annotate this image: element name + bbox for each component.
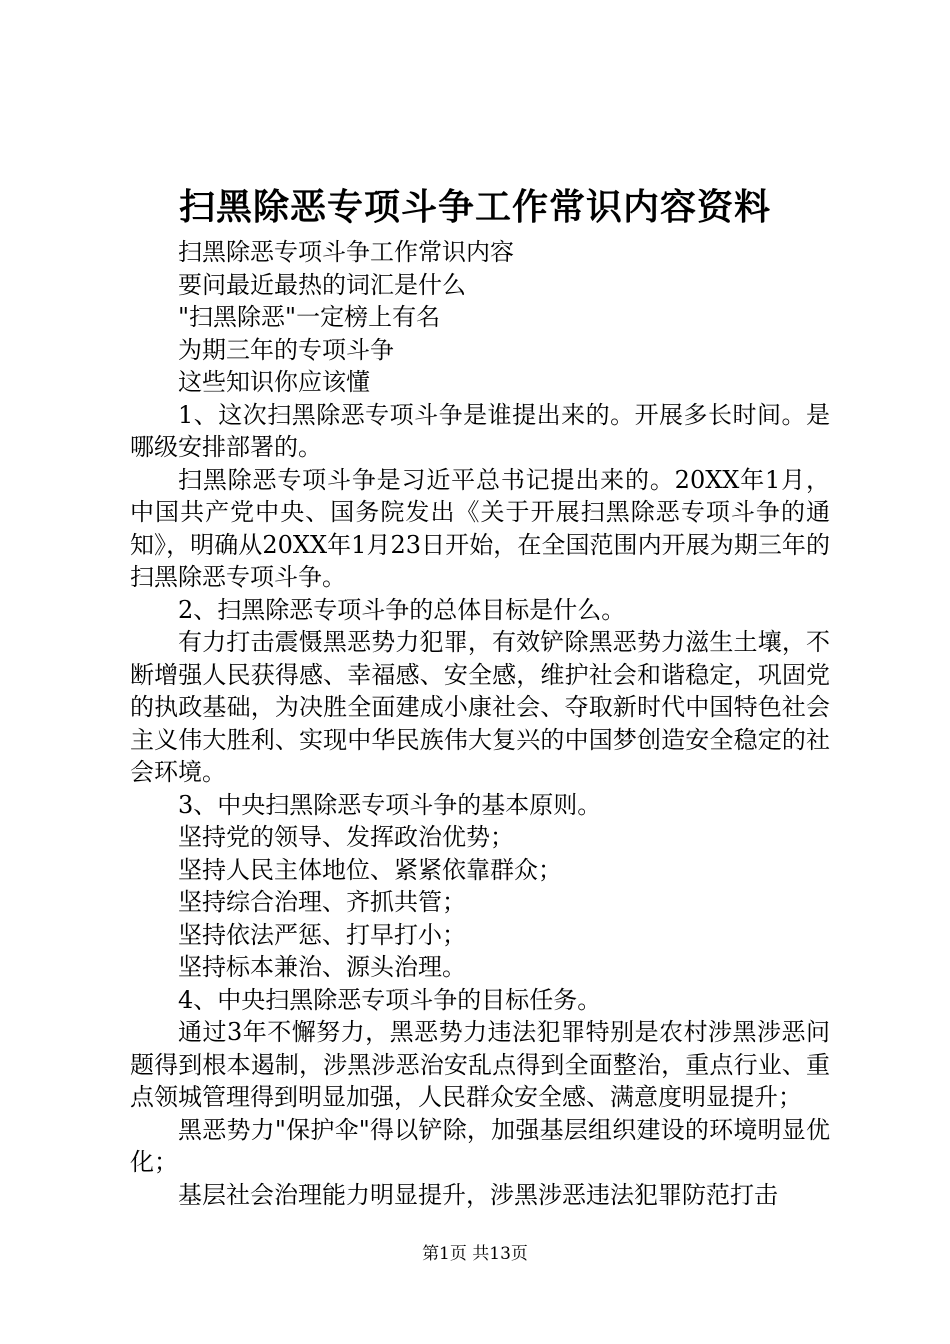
paragraph: 这些知识你应该懂	[178, 368, 370, 396]
paragraph: 3、中央扫黑除恶专项斗争的基本原则。	[178, 790, 602, 819]
paragraph: 1、这次扫黑除恶专项斗争是谁提出来的。开展多长时间。是哪级安排部署的。	[130, 400, 830, 461]
document-body	[130, 236, 830, 1211]
paragraph: 坚持标本兼治、源头治理。	[178, 953, 466, 981]
paragraph: 扫黑除恶专项斗争是习近平总书记提出来的。20XX年1月，中国共产党中央、国务院发出《关于开展扫黑除恶专项斗争的通知》，明确从20XX年1月23日开始，在全国范围内开展为期三年的扫黑除恶专项斗争。	[130, 465, 830, 591]
paragraph: 黑恶势力"保护伞"得以铲除，加强基层组织建设的环境明显优化；	[130, 1115, 830, 1176]
paragraph: 坚持党的领导、发挥政治优势；	[178, 823, 514, 851]
document-title: 扫黑除恶专项斗争工作常识内容资料	[178, 186, 771, 228]
paragraph: 要问最近最热的词汇是什么	[178, 270, 466, 299]
paragraph: 基层社会治理能力明显提升，涉黑涉恶违法犯罪防范打击	[178, 1180, 778, 1209]
paragraph: 为期三年的专项斗争	[178, 335, 394, 364]
paragraph: 通过3年不懈努力，黑恶势力违法犯罪特别是农村涉黑涉恶问题得到根本遏制，涉黑涉恶治安乱点得到全面整治，重点行业、重点领城管理得到明显加强，人民群众安全感、满意度明显提升；	[130, 1018, 830, 1111]
paragraph: 4、中央扫黑除恶专项斗争的目标任务。	[178, 985, 602, 1014]
paragraph: 扫黑除恶专项斗争工作常识内容	[178, 238, 514, 266]
paragraph: 坚持综合治理、齐抓共管；	[178, 888, 466, 916]
paragraph: "扫黑除恶"一定榜上有名	[178, 303, 441, 331]
paragraph: 坚持人民主体地位、紧紧依靠群众；	[178, 855, 562, 884]
paragraph: 坚持依法严惩、打早打小；	[178, 920, 466, 949]
paragraph: 有力打击震慑黑恶势力犯罪，有效铲除黑恶势力滋生土壤，不断增强人民获得感、幸福感、安全感，维护社会和谐稳定，巩固党的执政基础，为决胜全面建成小康社会、夺取新时代中国特色社会主义伟大胜利、实现中华民族伟大复兴的中国梦创造安全稳定的社会环境。	[130, 628, 830, 786]
page-footer: 第1页 共13页	[422, 1244, 528, 1264]
paragraph: 2、扫黑除恶专项斗争的总体目标是什么。	[178, 595, 626, 624]
